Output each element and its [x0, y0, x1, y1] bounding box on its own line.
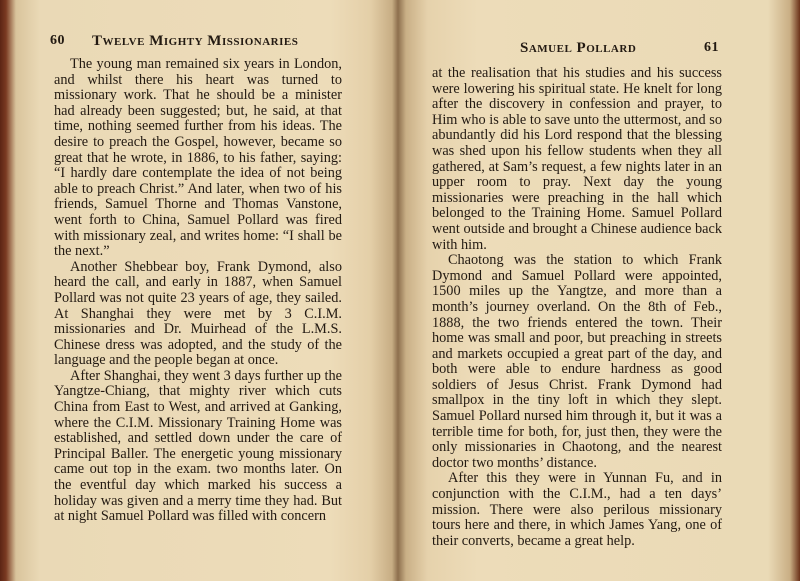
running-head: Samuel Pollard [520, 40, 637, 56]
paragraph: Chaotong was the station to which Frank Dymond and Samuel Pollard were appointed, 1500 miles up the Yangtze, and more than a month’s journey overland. On the 8th of Feb., 1888, the two friends entered the town. Their home was small and poor, but preaching in streets and markets occupied a great part of the day, and both were able to endure hardness as good soldiers of Jesus Christ. Frank Dymond had smallpox in the tiny loft in which they slept. Samuel Pollard nursed him through it, but it was a terrible time for both, for, just then, they were the only missionaries in Chaotong, and the nearest doctor two months’ distance. [432, 252, 722, 471]
page-number: 61 [704, 40, 719, 55]
paragraph: After this they were in Yunnan Fu, and in conjunction with the C.I.M., had a ten days’ mission. There were also perilous missionary tours here and there, in which James Yang, one of their converts, became a great help. [432, 470, 722, 549]
paragraph: at the realisation that his studies and his success were lowering his spiritual state. He knelt for long after the discovery in confession and prayer, to Him who is able to save unto the uttermost, and so abundantly did his Lord respond that the blessing was shed upon his fellow students when they all gathered, at Sam’s request, a few nights later in an upper room to pray. Next day the young missionaries were preaching in the hall which belonged to the Training Home. Samuel Pollard went outside and brought a Chinese audience back with him. [432, 65, 722, 253]
right-page [398, 0, 800, 581]
page-body [54, 57, 342, 525]
running-head: Twelve Mighty Missionaries [92, 33, 299, 49]
left-page [0, 0, 398, 581]
page-number: 60 [50, 33, 65, 48]
page-body [432, 66, 722, 549]
paragraph: Another Shebbear boy, Frank Dymond, also heard the call, and early in 1887, when Samuel Pollard was not quite 23 years of age, they sailed. At Shanghai they were met by 3 C.I.M. missionaries and Dr. Muirhead of the L.M.S. Chinese dress was adopted, and the study of the language and the people began at once. [54, 258, 342, 369]
paragraph: The young man remained six years in London, and whilst there his heart was turned to missionary work. That he should be a minister had already been suggested; but, he said, at that time, nothing seemed further from his ideas. The desire to preach the Gospel, however, became so great that he wrote, in 1886, to his father, saying: “I hardly dare contemplate the idea of not being able to preach Christ.” And later, when two of his friends, Samuel Thorne and Thomas Vanstone, went forth to China, Samuel Pollard was fired with missionary zeal, and writes home: “I shall be the next.” [54, 56, 342, 260]
paragraph: After Shanghai, they went 3 days further up the Yangtze-Chiang, that mighty river which cuts China from East to West, and arrived at Ganking, where the C.I.M. Missionary Training Home was established, and settled down under the care of Principal Baller. The energetic young missionary came out top in the exam. two months later. On the eventful day which marked his success a holiday was given and a merry time they had. But at night Samuel Pollard was filled with concern [54, 367, 342, 525]
